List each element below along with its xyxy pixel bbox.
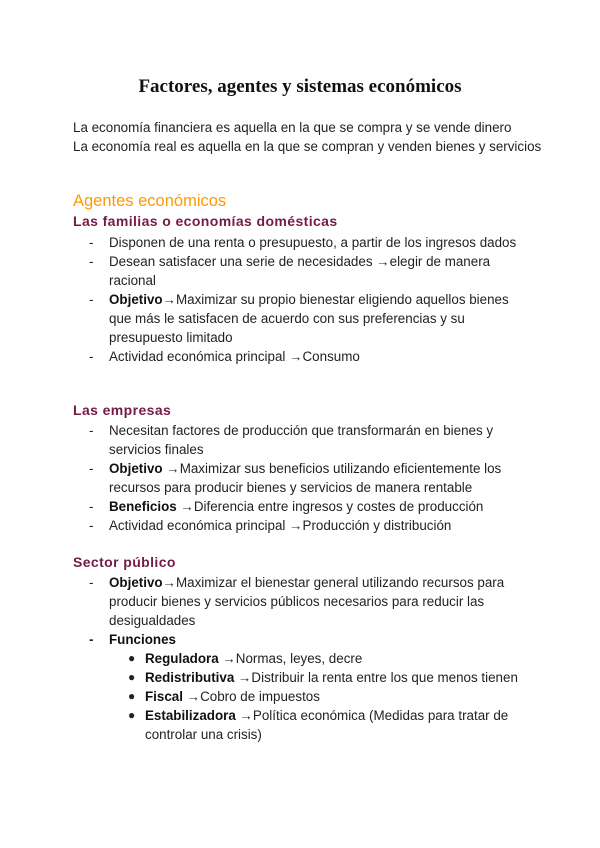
empresas-heading: Las empresas: [73, 402, 172, 418]
sector-publico-list: [73, 573, 533, 744]
list-item: [109, 706, 533, 744]
arrow: →: [162, 292, 176, 307]
dash-marker: -: [89, 349, 94, 364]
item-text: Maximizar sus beneficios utilizando eficientemente los recursos para producir bienes y servicios de manera rentable: [109, 461, 502, 495]
intro-paragraphs: [73, 118, 543, 156]
familias-heading: Las familias o economías domésticas: [73, 213, 338, 229]
list-item: [73, 252, 533, 290]
dash-marker: -: [89, 461, 94, 476]
bullet-marker: ●: [128, 651, 136, 665]
item-text: Cobro de impuestos: [200, 689, 320, 704]
list-item: [73, 347, 533, 366]
item-text: Política económica (Medidas para tratar de controlar una crisis): [145, 708, 509, 742]
arrow: →: [234, 670, 252, 685]
funciones-label: Funciones: [109, 632, 176, 647]
list-item: [109, 687, 533, 706]
empresas-list: [73, 421, 533, 535]
item-text: Normas, leyes, decre: [235, 651, 363, 666]
arrow: →: [182, 689, 201, 704]
item-text: Necesitan factores de producción que transformarán en bienes y servicios finales: [109, 423, 494, 457]
item-bold-label: Objetivo: [109, 461, 163, 476]
dash-marker: -: [89, 518, 94, 533]
item-text: Maximizar su propio bienestar eligiendo aquellos bienes que más le satisfacen de acuerdo con sus preferencias y su presupuesto limitado: [109, 292, 509, 345]
item-text: Actividad económica principal →Producción y distribución: [109, 518, 452, 533]
arrow: →: [176, 499, 194, 514]
arrow: →: [218, 651, 236, 666]
dash-marker: -: [89, 575, 94, 590]
list-item: [73, 421, 533, 459]
sector-publico-heading: Sector público: [73, 554, 176, 570]
list-item: [73, 233, 533, 252]
arrow: →: [162, 461, 180, 476]
list-item: [73, 573, 533, 630]
item-text: Distribuir la renta entre los que menos tienen: [251, 670, 518, 685]
item-text: Diferencia entre ingresos y costes de producción: [193, 499, 484, 514]
item-bold-label: Reguladora: [145, 651, 219, 666]
dash-marker: -: [89, 292, 94, 307]
arrow: →: [235, 708, 253, 723]
list-item: [73, 290, 533, 347]
dash-marker: -: [89, 423, 94, 438]
item-bold-label: Beneficios: [109, 499, 177, 514]
document-title: Factores, agentes y sistemas económicos: [138, 76, 462, 97]
list-item: [73, 459, 533, 497]
dash-marker: -: [89, 235, 94, 250]
item-text: Actividad económica principal →Consumo: [109, 349, 360, 364]
bullet-marker: ●: [128, 689, 136, 703]
dash-marker: -: [89, 499, 94, 514]
item-bold-label: Objetivo: [109, 292, 163, 307]
item-bold-label: Fiscal: [145, 689, 183, 704]
intro-paragraph-2: La economía real es aquella en la que se compran y venden bienes y servicios: [73, 139, 542, 154]
intro-paragraph-1: La economía financiera es aquella en la que se compra y se vende dinero: [73, 120, 512, 135]
familias-list: [73, 233, 533, 366]
funciones-list: [109, 649, 533, 744]
dash-marker: -: [89, 632, 94, 647]
arrow: →: [162, 575, 176, 590]
list-item: [109, 649, 533, 668]
item-text: Desean satisfacer una serie de necesidades →elegir de manera racional: [109, 254, 491, 288]
agentes-heading: Agentes económicos: [73, 192, 227, 210]
item-text: Disponen de una renta o presupuesto, a partir de los ingresos dados: [109, 235, 517, 250]
list-item: [73, 630, 533, 744]
bullet-marker: ●: [128, 670, 136, 684]
list-item: [73, 516, 533, 535]
list-item: [73, 497, 533, 516]
dash-marker: -: [89, 254, 94, 269]
item-bold-label: Redistributiva: [145, 670, 235, 685]
item-bold-label: Objetivo: [109, 575, 163, 590]
list-item: [109, 668, 533, 687]
bullet-marker: ●: [128, 708, 136, 722]
item-bold-label: Estabilizadora: [145, 708, 236, 723]
item-text: Maximizar el bienestar general utilizando recursos para producir bienes y servicios públicos necesarios para reducir las desigualdades: [109, 575, 505, 628]
